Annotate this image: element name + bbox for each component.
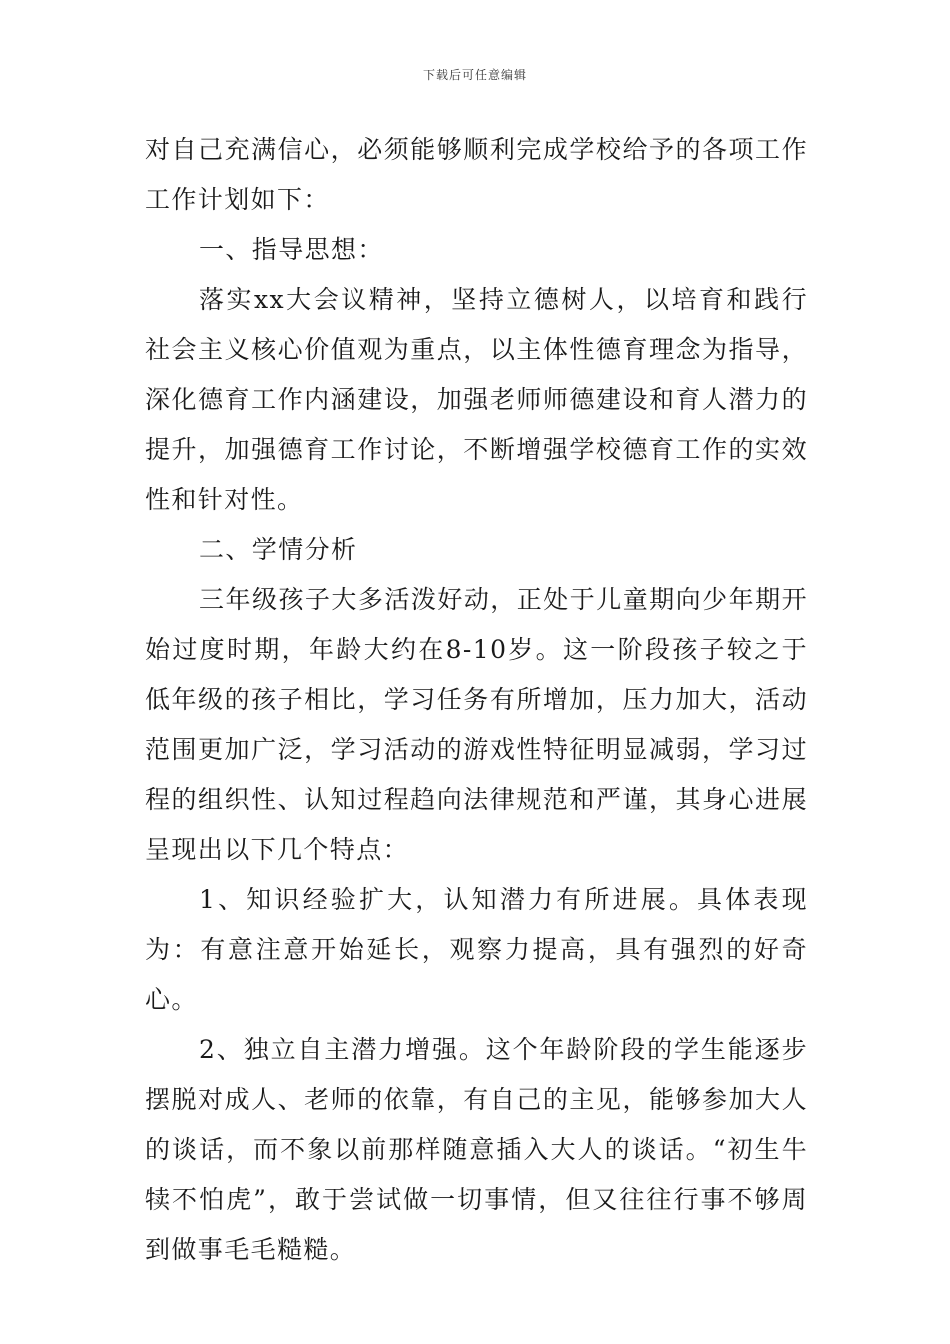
page-header: 下载后可任意编辑 xyxy=(422,68,527,82)
paragraph-intro: 对自己充满信心，必须能够顺利完成学校给予的各项工作工作计划如下： xyxy=(145,135,808,214)
heading-guiding-thought: 一、指导思想： xyxy=(199,235,384,264)
paragraph-student-analysis: 三年级孩子大多活泼好动，正处于儿童期向少年期开始过度时期，年龄大约在8-10岁。这一阶段孩子较之于低年级的孩子相比，学习任务有所增加，压力加大，活动范围更加广泛，学习活动的游戏性特征明显减弱，学习过程的组织性、认知过程趋向法律规范和严谨，其身心进展呈现出以下几个特点： xyxy=(145,585,808,864)
paragraph-point-1: 1、知识经验扩大，认知潜力有所进展。具体表现为：有意注意开始延长，观察力提高，具有强烈的好奇心。 xyxy=(145,885,808,1014)
paragraph-point-2: 2、独立自主潜力增强。这个年龄阶段的学生能逐步摆脱对成人、老师的依靠，有自己的主见，能够参加大人的谈话，而不象以前那样随意插入大人的谈话。“初生牛犊不怕虎”，敢于尝试做一切事情，但又往往行事不够周到做事毛毛糙糙。 xyxy=(145,1035,808,1264)
heading-student-analysis: 二、学情分析 xyxy=(199,535,358,564)
paragraph-guiding-thought: 落实xx大会议精神，坚持立德树人，以培育和践行社会主义核心价值观为重点，以主体性德育理念为指导，深化德育工作内涵建设，加强老师师德建设和育人潜力的提升，加强德育工作讨论，不断增强学校德育工作的实效性和针对性。 xyxy=(145,285,808,514)
document-body xyxy=(145,125,808,1275)
